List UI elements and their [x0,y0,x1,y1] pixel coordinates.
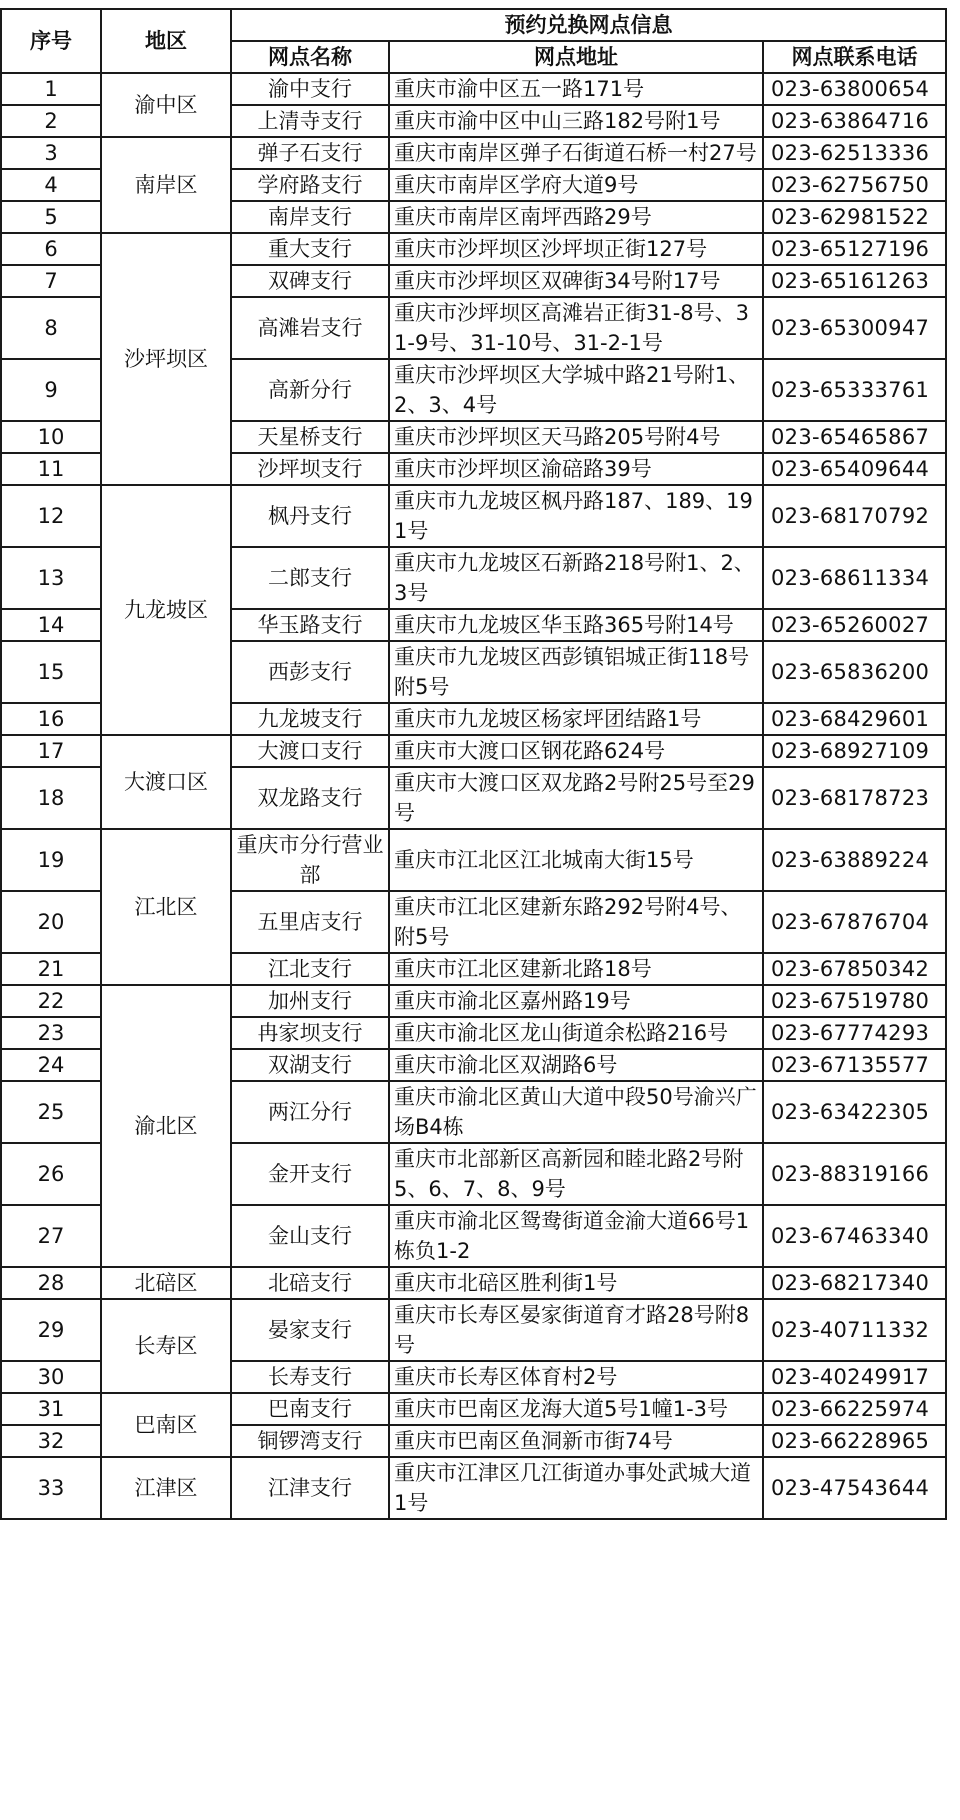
branch-name: 弹子石支行 [231,137,389,169]
branch-phone: 023-65161263 [763,265,946,297]
branch-phone: 023-62981522 [763,201,946,233]
branch-phone: 023-68178723 [763,767,946,829]
branch-phone: 023-67519780 [763,985,946,1017]
branch-name: 重大支行 [231,233,389,265]
branch-address: 重庆市九龙坡区西彭镇铝城正街118号附5号 [389,641,763,703]
table-body [1,73,946,1519]
branch-name: 江津支行 [231,1457,389,1519]
branch-address: 重庆市渝中区中山三路182号附1号 [389,105,763,137]
branch-address: 重庆市北碚区胜利街1号 [389,1267,763,1299]
table-row [1,985,946,1017]
branch-phone: 023-65465867 [763,421,946,453]
region-cell: 长寿区 [101,1299,231,1393]
branch-name: 高新分行 [231,359,389,421]
branch-address: 重庆市九龙坡区杨家坪团结路1号 [389,703,763,735]
region-cell: 北碚区 [101,1267,231,1299]
branch-address: 重庆市江北区建新东路292号附4号、附5号 [389,891,763,953]
row-seq: 15 [1,641,101,703]
row-seq: 13 [1,547,101,609]
branch-address: 重庆市南岸区南坪西路29号 [389,201,763,233]
row-seq: 12 [1,485,101,547]
region-cell: 九龙坡区 [101,485,231,735]
branch-name: 重庆市分行营业部 [231,829,389,891]
header-phone: 网点联系电话 [763,41,946,73]
table-row [1,485,946,547]
branch-phone: 023-65409644 [763,453,946,485]
row-seq: 2 [1,105,101,137]
branch-name: 高滩岩支行 [231,297,389,359]
branch-address: 重庆市大渡口区双龙路2号附25号至29号 [389,767,763,829]
branch-phone: 023-65333761 [763,359,946,421]
table-row [1,1299,946,1361]
row-seq: 9 [1,359,101,421]
row-seq: 28 [1,1267,101,1299]
branch-address: 重庆市沙坪坝区大学城中路21号附1、2、3、4号 [389,359,763,421]
branch-phone: 023-68927109 [763,735,946,767]
row-seq: 31 [1,1393,101,1425]
branch-name: 金开支行 [231,1143,389,1205]
branch-name: 晏家支行 [231,1299,389,1361]
row-seq: 10 [1,421,101,453]
branch-address: 重庆市巴南区龙海大道5号1幢1-3号 [389,1393,763,1425]
branch-name: 学府路支行 [231,169,389,201]
branch-name: 上清寺支行 [231,105,389,137]
branch-name: 渝中支行 [231,73,389,105]
branch-phone: 023-68217340 [763,1267,946,1299]
row-seq: 5 [1,201,101,233]
branch-name: 巴南支行 [231,1393,389,1425]
branch-address: 重庆市沙坪坝区渝碚路39号 [389,453,763,485]
branch-phone: 023-65260027 [763,609,946,641]
row-seq: 21 [1,953,101,985]
header-name: 网点名称 [231,41,389,73]
branch-address: 重庆市渝北区嘉州路19号 [389,985,763,1017]
branch-address: 重庆市沙坪坝区高滩岩正街31-8号、31-9号、31-10号、31-2-1号 [389,297,763,359]
region-cell: 渝中区 [101,73,231,137]
branch-phone: 023-67774293 [763,1017,946,1049]
branch-phone: 023-68429601 [763,703,946,735]
branch-name: 双湖支行 [231,1049,389,1081]
branch-name: 五里店支行 [231,891,389,953]
row-seq: 33 [1,1457,101,1519]
branch-name: 冉家坝支行 [231,1017,389,1049]
branch-name: 双碑支行 [231,265,389,297]
branch-address: 重庆市九龙坡区枫丹路187、189、191号 [389,485,763,547]
branch-name: 金山支行 [231,1205,389,1267]
branch-address: 重庆市沙坪坝区沙坪坝正街127号 [389,233,763,265]
branch-phone: 023-63800654 [763,73,946,105]
branch-address: 重庆市南岸区学府大道9号 [389,169,763,201]
branch-address: 重庆市渝北区双湖路6号 [389,1049,763,1081]
branch-phone: 023-63864716 [763,105,946,137]
row-seq: 6 [1,233,101,265]
row-seq: 4 [1,169,101,201]
branch-name: 北碚支行 [231,1267,389,1299]
branch-address: 重庆市九龙坡区石新路218号附1、2、3号 [389,547,763,609]
row-seq: 3 [1,137,101,169]
branch-address: 重庆市南岸区弹子石街道石桥一村27号 [389,137,763,169]
branch-name: 枫丹支行 [231,485,389,547]
branch-phone: 023-62756750 [763,169,946,201]
table-row [1,735,946,767]
branch-name: 两江分行 [231,1081,389,1143]
branch-table [0,8,947,1520]
header-seq: 序号 [1,9,101,73]
row-seq: 26 [1,1143,101,1205]
branch-address: 重庆市江北区建新北路18号 [389,953,763,985]
branch-phone: 023-66225974 [763,1393,946,1425]
branch-phone: 023-88319166 [763,1143,946,1205]
row-seq: 8 [1,297,101,359]
row-seq: 30 [1,1361,101,1393]
branch-phone: 023-67850342 [763,953,946,985]
region-cell: 江北区 [101,829,231,985]
branch-phone: 023-65300947 [763,297,946,359]
row-seq: 17 [1,735,101,767]
row-seq: 11 [1,453,101,485]
branch-name: 华玉路支行 [231,609,389,641]
table-header [1,9,946,73]
row-seq: 20 [1,891,101,953]
branch-address: 重庆市沙坪坝区双碑街34号附17号 [389,265,763,297]
branch-address: 重庆市渝北区黄山大道中段50号渝兴广场B4栋 [389,1081,763,1143]
row-seq: 25 [1,1081,101,1143]
branch-phone: 023-67876704 [763,891,946,953]
branch-phone: 023-66228965 [763,1425,946,1457]
row-seq: 32 [1,1425,101,1457]
branch-name: 双龙路支行 [231,767,389,829]
row-seq: 22 [1,985,101,1017]
branch-address: 重庆市长寿区晏家街道育才路28号附8号 [389,1299,763,1361]
region-cell: 南岸区 [101,137,231,233]
header-group: 预约兑换网点信息 [231,9,946,41]
region-cell: 沙坪坝区 [101,233,231,485]
table-row [1,1393,946,1425]
branch-phone: 023-67135577 [763,1049,946,1081]
region-cell: 江津区 [101,1457,231,1519]
branch-phone: 023-63889224 [763,829,946,891]
branch-phone: 023-67463340 [763,1205,946,1267]
branch-phone: 023-40249917 [763,1361,946,1393]
branch-address: 重庆市巴南区鱼洞新市街74号 [389,1425,763,1457]
branch-address: 重庆市渝北区鸳鸯街道金渝大道66号1栋负1-2 [389,1205,763,1267]
region-cell: 渝北区 [101,985,231,1267]
header-address: 网点地址 [389,41,763,73]
row-seq: 29 [1,1299,101,1361]
branch-name: 沙坪坝支行 [231,453,389,485]
row-seq: 23 [1,1017,101,1049]
row-seq: 14 [1,609,101,641]
branch-address: 重庆市九龙坡区华玉路365号附14号 [389,609,763,641]
branch-phone: 023-47543644 [763,1457,946,1519]
branch-address: 重庆市大渡口区钢花路624号 [389,735,763,767]
row-seq: 18 [1,767,101,829]
table-row [1,1267,946,1299]
row-seq: 19 [1,829,101,891]
branch-name: 大渡口支行 [231,735,389,767]
table-row [1,73,946,105]
branch-address: 重庆市渝北区龙山街道余松路216号 [389,1017,763,1049]
branch-phone: 023-65127196 [763,233,946,265]
branch-phone: 023-40711332 [763,1299,946,1361]
region-cell: 巴南区 [101,1393,231,1457]
branch-address: 重庆市北部新区高新园和睦北路2号附5、6、7、8、9号 [389,1143,763,1205]
table-row [1,137,946,169]
row-seq: 16 [1,703,101,735]
row-seq: 7 [1,265,101,297]
branch-address: 重庆市江北区江北城南大街15号 [389,829,763,891]
branch-name: 加州支行 [231,985,389,1017]
branch-phone: 023-62513336 [763,137,946,169]
branch-phone: 023-68170792 [763,485,946,547]
table-row [1,829,946,891]
branch-name: 九龙坡支行 [231,703,389,735]
row-seq: 1 [1,73,101,105]
branch-name: 天星桥支行 [231,421,389,453]
branch-name: 南岸支行 [231,201,389,233]
branch-name: 江北支行 [231,953,389,985]
branch-name: 铜锣湾支行 [231,1425,389,1457]
branch-address: 重庆市沙坪坝区天马路205号附4号 [389,421,763,453]
row-seq: 27 [1,1205,101,1267]
branch-name: 长寿支行 [231,1361,389,1393]
row-seq: 24 [1,1049,101,1081]
branch-address: 重庆市长寿区体育村2号 [389,1361,763,1393]
branch-name: 西彭支行 [231,641,389,703]
branch-name: 二郎支行 [231,547,389,609]
branch-address: 重庆市渝中区五一路171号 [389,73,763,105]
header-region: 地区 [101,9,231,73]
branch-phone: 023-68611334 [763,547,946,609]
region-cell: 大渡口区 [101,735,231,829]
branch-phone: 023-65836200 [763,641,946,703]
branch-phone: 023-63422305 [763,1081,946,1143]
table-row [1,1457,946,1519]
branch-address: 重庆市江津区几江街道办事处武城大道1号 [389,1457,763,1519]
table-row [1,233,946,265]
